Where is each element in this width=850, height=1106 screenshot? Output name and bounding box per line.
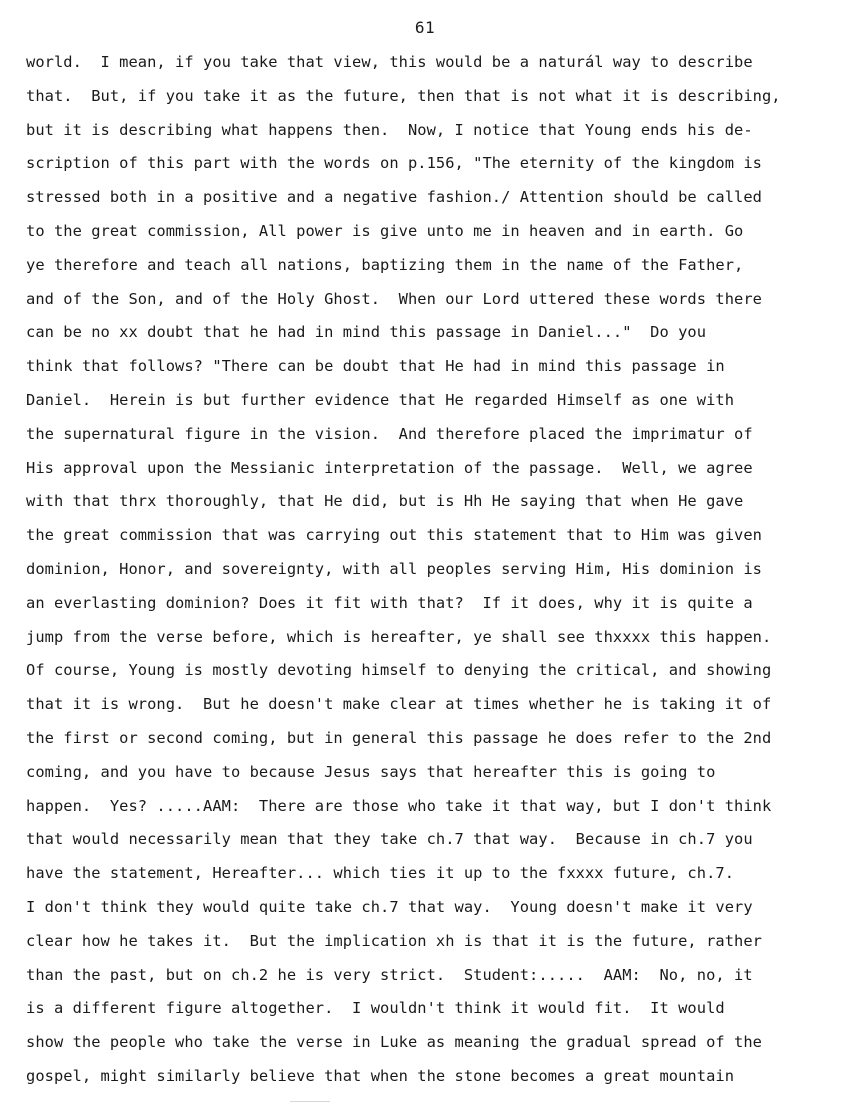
text-line: think that follows? "There can be doubt that He had in mind this passage in	[26, 357, 725, 376]
text-line: I don't think they would quite take ch.7 that way. Young doesn't make it very	[26, 897, 753, 916]
text-line: coming, and you have to because Jesus says that hereafter this is going to	[26, 762, 716, 781]
text-line: world. I mean, if you take that view, this would be a naturál way to describe	[26, 53, 753, 71]
text-line: show the people who take the verse in Luke as meaning the gradual spread of the	[26, 1033, 762, 1052]
text-line: the supernatural figure in the vision. And therefore placed the imprimatur of	[26, 424, 753, 443]
text-line: jump from the verse before, which is hereafter, ye shall see thxxxx this happen.	[26, 627, 772, 646]
scan-artifact	[290, 1101, 330, 1102]
text-line: happen. Yes? .....AAM: There are those who take it that way, but I don't think	[26, 796, 772, 815]
text-line: stressed both in a positive and a negative fashion./ Attention should be called	[26, 188, 762, 207]
text-line: to the great commission, All power is give unto me in heaven and in earth. Go	[26, 221, 744, 240]
text-line: the great commission that was carrying out this statement that to Him was given	[26, 526, 762, 545]
body-text	[26, 50, 836, 1098]
text-line: ye therefore and teach all nations, baptizing them in the name of the Father,	[26, 255, 744, 274]
text-line: Daniel. Herein is but further evidence that He regarded Himself as one with	[26, 390, 735, 409]
text-line: that it is wrong. But he doesn't make clear at times whether he is taking it of	[26, 695, 772, 714]
text-line: but it is describing what happens then. Now, I notice that Young ends his de-	[26, 120, 753, 139]
text-line: an everlasting dominion? Does it fit with that? If it does, why it is quite a	[26, 593, 753, 612]
text-line: can be no xx doubt that he had in mind this passage in Daniel..." Do you	[26, 323, 707, 342]
text-line: that. But, if you take it as the future, then that is not what it is describing,	[26, 86, 781, 105]
text-line: and of the Son, and of the Holy Ghost. When our Lord uttered these words there	[26, 289, 762, 308]
text-line: have the statement, Hereafter... which ties it up to the fxxxx future, ch.7.	[26, 864, 735, 883]
text-line: than the past, but on ch.2 he is very strict. Student:..... AAM: No, no, it	[26, 965, 753, 984]
text-line: clear how he takes it. But the implication xh is that it is the future, rather	[26, 931, 762, 950]
text-line: with that thrx thoroughly, that He did, but is Hh He saying that when He gave	[26, 492, 744, 511]
text-line: the first or second coming, but in general this passage he does refer to the 2nd	[26, 728, 772, 747]
text-line: Of course, Young is mostly devoting himself to denying the critical, and showing	[26, 661, 772, 680]
page-number: 61	[414, 18, 436, 37]
text-line: His approval upon the Messianic interpretation of the passage. Well, we agree	[26, 458, 753, 477]
text-line: dominion, Honor, and sovereignty, with all peoples serving Him, His dominion is	[26, 559, 762, 578]
text-line: is a different figure altogether. I wouldn't think it would fit. It would	[26, 999, 725, 1018]
text-line: gospel, might similarly believe that when the stone becomes a great mountain	[26, 1066, 735, 1085]
text-line: that would necessarily mean that they take ch.7 that way. Because in ch.7 you	[26, 830, 753, 849]
text-line: scription of this part with the words on p.156, "The eternity of the kingdom is	[26, 154, 762, 173]
